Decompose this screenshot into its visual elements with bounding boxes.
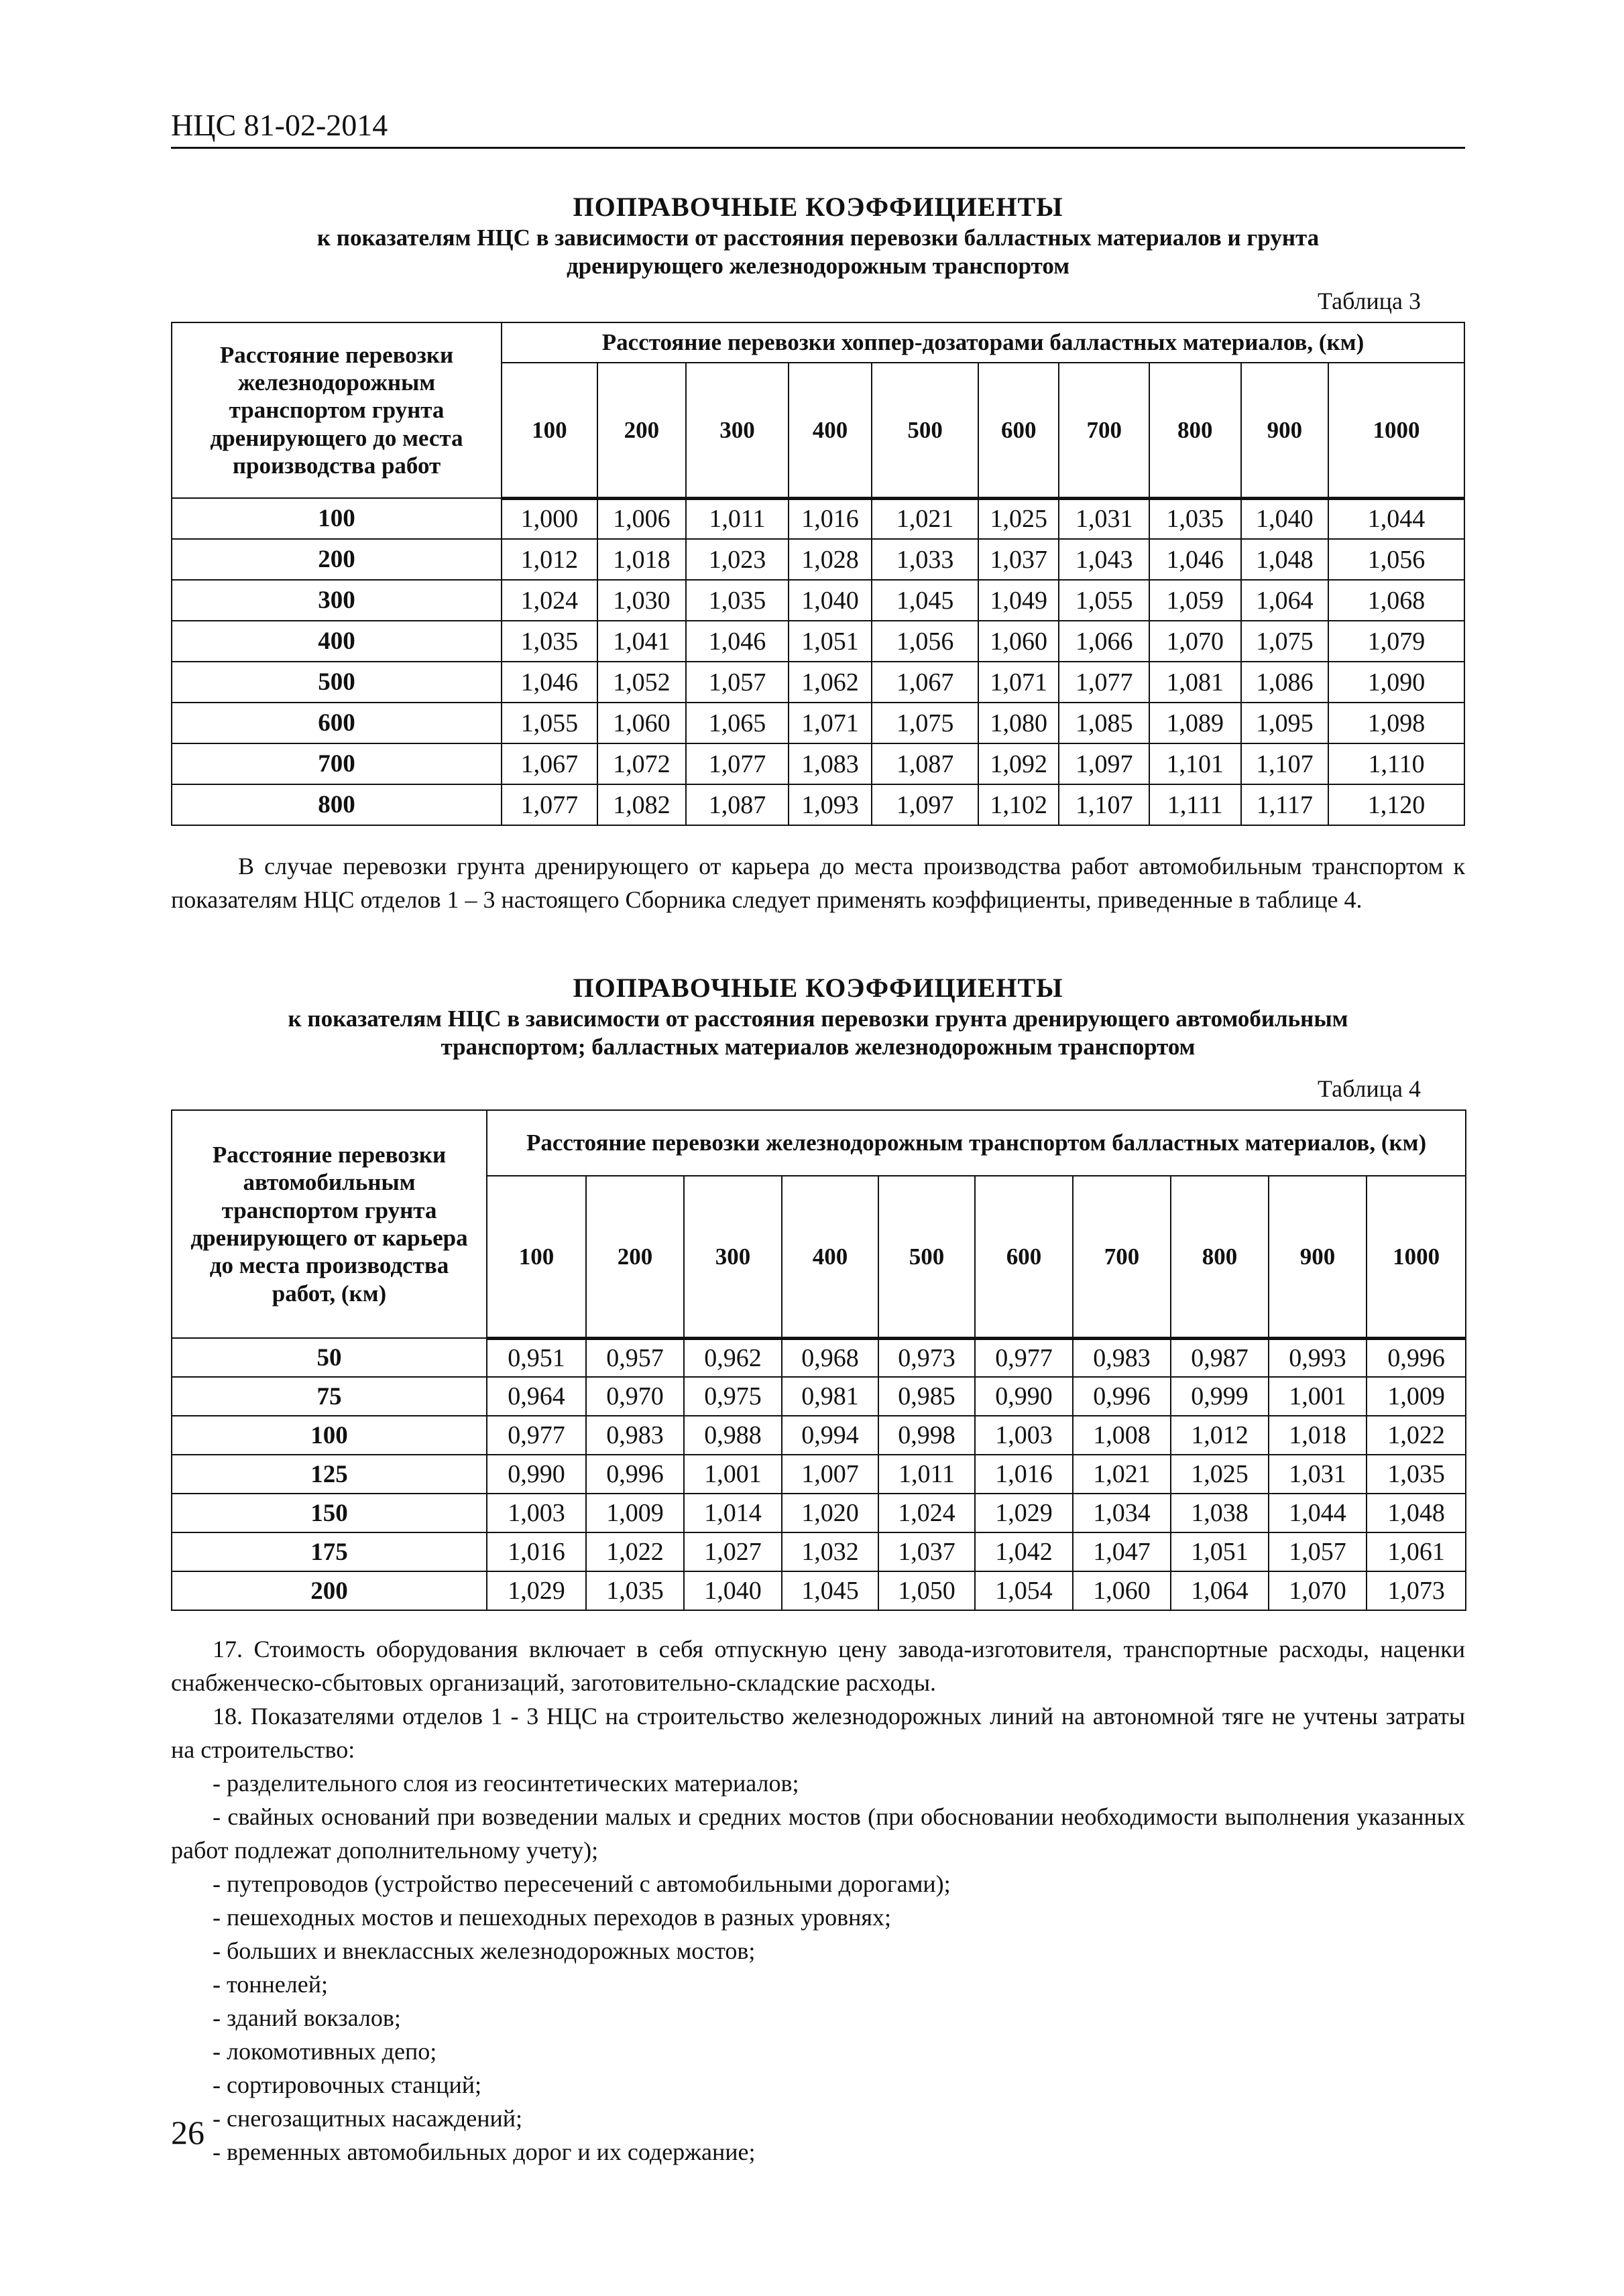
table-row xyxy=(172,580,1464,621)
table4-cell: 0,999 xyxy=(1171,1377,1269,1416)
table4-cell: 1,029 xyxy=(487,1571,586,1610)
table3-row-label: 200 xyxy=(172,539,502,580)
table3-cell: 1,056 xyxy=(872,621,978,662)
item-18-list xyxy=(171,1766,1465,2169)
table3-cell: 1,043 xyxy=(1059,539,1149,580)
item-17: 17. Стоимость оборудования включает в себя отпускную цену завода-изготовителя, транспортные расходы, наценки снабженческо-сбытовых организаций, заготовительно-складские расходы. xyxy=(171,1636,1465,1697)
table4-cell: 1,014 xyxy=(684,1494,782,1532)
table4-cell: 0,983 xyxy=(586,1416,684,1455)
table4-cell: 0,996 xyxy=(1367,1338,1466,1377)
table4-cell: 0,987 xyxy=(1171,1338,1269,1377)
table4-cell: 1,021 xyxy=(1073,1455,1171,1494)
table4-row-label: 125 xyxy=(172,1455,487,1494)
table3-row-label: 100 xyxy=(172,498,502,539)
table4-row-label: 50 xyxy=(172,1338,487,1377)
table3-cell: 1,086 xyxy=(1241,662,1329,703)
table4-cell: 1,016 xyxy=(975,1455,1073,1494)
table-row xyxy=(172,784,1464,825)
table3-cell: 1,045 xyxy=(872,580,978,621)
table3-column-header: 800 xyxy=(1149,363,1241,498)
table4-cell: 0,988 xyxy=(684,1416,782,1455)
table4-label: Таблица 4 xyxy=(1318,1075,1421,1102)
table3-cell: 1,055 xyxy=(1059,580,1149,621)
table4-cell: 1,037 xyxy=(878,1532,975,1571)
table4-cell: 1,011 xyxy=(878,1455,975,1494)
document-code-header xyxy=(171,107,1465,149)
middle-paragraph: В случае перевозки грунта дренирующего от карьера до места производства работ автомобильным транспортом к показателям НЦС отделов 1 – 3 настоящего Сборника следует применять коэффициенты, приведенные в таблице 4. xyxy=(171,853,1465,913)
table3-cell: 1,071 xyxy=(789,703,872,743)
table3-cell: 1,035 xyxy=(1149,498,1241,539)
table3-cell: 1,006 xyxy=(597,498,687,539)
table4-cell: 0,951 xyxy=(487,1338,586,1377)
table4-row-label: 75 xyxy=(172,1377,487,1416)
table4-row-label: 100 xyxy=(172,1416,487,1455)
table3-row-label: 300 xyxy=(172,580,502,621)
table3-cell: 1,025 xyxy=(978,498,1059,539)
table3-cell: 1,080 xyxy=(978,703,1059,743)
list-item: - разделительного слоя из геосинтетических материалов; xyxy=(213,1770,799,1797)
table4-subtitle-line2: транспортом; балластных материалов железнодорожным транспортом xyxy=(441,1034,1196,1061)
table4-cell: 1,020 xyxy=(782,1494,878,1532)
table3-cell: 1,072 xyxy=(597,743,687,784)
table3-cell: 1,065 xyxy=(686,703,789,743)
table4-cell: 1,007 xyxy=(782,1455,878,1494)
page-number: 26 xyxy=(171,2114,205,2151)
list-item: - сортировочных станций; xyxy=(213,2071,482,2099)
table4-cell: 0,962 xyxy=(684,1338,782,1377)
table4-cell: 0,973 xyxy=(878,1338,975,1377)
table3-row-label: 600 xyxy=(172,703,502,743)
table3-row-label: 700 xyxy=(172,743,502,784)
table4-cell: 1,027 xyxy=(684,1532,782,1571)
table-row xyxy=(172,662,1464,703)
table4-cell: 1,057 xyxy=(1269,1532,1367,1571)
table3-cell: 1,087 xyxy=(686,784,789,825)
table3-cell: 1,056 xyxy=(1328,539,1464,580)
table4-cell: 0,970 xyxy=(586,1377,684,1416)
table3-cell: 1,107 xyxy=(1241,743,1329,784)
table3-cell: 1,087 xyxy=(872,743,978,784)
table4-cell: 0,996 xyxy=(586,1455,684,1494)
table4-cell: 0,975 xyxy=(684,1377,782,1416)
table3-column-header: 1000 xyxy=(1328,363,1464,498)
table3-row-label: 400 xyxy=(172,621,502,662)
list-item: - свайных оснований при возведении малых и средних мостов (при обосновании необходимости выполнения указанных работ подлежат дополнительному учету); xyxy=(171,1803,1465,1864)
table4-cell: 1,022 xyxy=(586,1532,684,1571)
table3-cell: 1,016 xyxy=(789,498,872,539)
table3-cell: 1,075 xyxy=(1241,621,1329,662)
table3-cell: 1,120 xyxy=(1328,784,1464,825)
table4-column-header: 200 xyxy=(586,1176,684,1338)
table3-cell: 1,090 xyxy=(1328,662,1464,703)
table-row xyxy=(172,498,1464,539)
table3-cell: 1,075 xyxy=(872,703,978,743)
table4-cell: 1,022 xyxy=(1367,1416,1466,1455)
table4-cell: 0,990 xyxy=(487,1455,586,1494)
table4-cell: 1,018 xyxy=(1269,1416,1367,1455)
table3-heading xyxy=(171,191,1465,281)
table3-cell: 1,021 xyxy=(872,498,978,539)
table4-column-header: 700 xyxy=(1073,1176,1171,1338)
table4-cell: 0,993 xyxy=(1269,1338,1367,1377)
table4-cell: 1,024 xyxy=(878,1494,975,1532)
table4-cell: 1,029 xyxy=(975,1494,1073,1532)
table3-cell: 1,046 xyxy=(502,662,597,703)
table3-cell: 1,049 xyxy=(978,580,1059,621)
list-item: - больших и внеклассных железнодорожных мостов; xyxy=(213,1937,756,1965)
table3-cell: 1,064 xyxy=(1241,580,1329,621)
table3-cell: 1,011 xyxy=(686,498,789,539)
table3-cell: 1,083 xyxy=(789,743,872,784)
table3-cell: 1,111 xyxy=(1149,784,1241,825)
table3-cell: 1,077 xyxy=(686,743,789,784)
table4-cell: 1,032 xyxy=(782,1532,878,1571)
table4-cell: 1,051 xyxy=(1171,1532,1269,1571)
table4-cell: 1,035 xyxy=(1367,1455,1466,1494)
table3-column-header: 100 xyxy=(502,363,597,498)
table3-cell: 1,040 xyxy=(789,580,872,621)
table3-cell: 1,044 xyxy=(1328,498,1464,539)
table4-row-label: 150 xyxy=(172,1494,487,1532)
table4-cell: 1,042 xyxy=(975,1532,1073,1571)
table-row xyxy=(172,703,1464,743)
table3-cell: 1,070 xyxy=(1149,621,1241,662)
table3-cell: 1,041 xyxy=(597,621,687,662)
table3-cell: 1,093 xyxy=(789,784,872,825)
table3-row-label: 800 xyxy=(172,784,502,825)
table3-cell: 1,059 xyxy=(1149,580,1241,621)
table4-cell: 1,060 xyxy=(1073,1571,1171,1610)
table3-cell: 1,077 xyxy=(1059,662,1149,703)
table4-cell: 1,025 xyxy=(1171,1455,1269,1494)
table4-cell: 1,009 xyxy=(1367,1377,1466,1416)
table4-cell: 0,990 xyxy=(975,1377,1073,1416)
table4-cell: 1,040 xyxy=(684,1571,782,1610)
table3-column-header: 200 xyxy=(597,363,687,498)
table-row xyxy=(172,1571,1466,1610)
table-row xyxy=(172,1416,1466,1455)
table3-column-header: 500 xyxy=(872,363,978,498)
table3-cell: 1,018 xyxy=(597,539,687,580)
list-item: - зданий вокзалов; xyxy=(213,2004,401,2032)
table3-cell: 1,046 xyxy=(1149,539,1241,580)
table3-cell: 1,107 xyxy=(1059,784,1149,825)
table4-cell: 0,994 xyxy=(782,1416,878,1455)
table3-cell: 1,060 xyxy=(597,703,687,743)
table3-cell: 1,092 xyxy=(978,743,1059,784)
table3-column-header: 700 xyxy=(1059,363,1149,498)
table3-cell: 1,046 xyxy=(686,621,789,662)
table3-cell: 1,101 xyxy=(1149,743,1241,784)
table4-cell: 1,054 xyxy=(975,1571,1073,1610)
table4-cell: 1,045 xyxy=(782,1571,878,1610)
table3-cell: 1,067 xyxy=(872,662,978,703)
table3-cell: 1,033 xyxy=(872,539,978,580)
table3-column-header: 900 xyxy=(1241,363,1329,498)
table3-cell: 1,066 xyxy=(1059,621,1149,662)
table3-cell: 1,000 xyxy=(502,498,597,539)
table4-cell: 0,998 xyxy=(878,1416,975,1455)
table4-column-header: 500 xyxy=(878,1176,975,1338)
table4-cell: 1,038 xyxy=(1171,1494,1269,1532)
table4-cell: 1,061 xyxy=(1367,1532,1466,1571)
table4-subtitle-line1: к показателям НЦС в зависимости от расстояния перевозки грунта дренирующего автомобильным xyxy=(288,1005,1348,1032)
table4-cell: 1,050 xyxy=(878,1571,975,1610)
table3-cell: 1,110 xyxy=(1328,743,1464,784)
table4-cell: 1,070 xyxy=(1269,1571,1367,1610)
table4-cell: 0,957 xyxy=(586,1338,684,1377)
table4-cell: 1,003 xyxy=(975,1416,1073,1455)
table4-cell: 0,964 xyxy=(487,1377,586,1416)
list-item: - путепроводов (устройство пересечений с автомобильными дорогами); xyxy=(213,1870,951,1898)
table4-cell: 0,983 xyxy=(1073,1338,1171,1377)
table3-cell: 1,079 xyxy=(1328,621,1464,662)
table3-cell: 1,102 xyxy=(978,784,1059,825)
item-18-intro: 18. Показателями отделов 1 - 3 НЦС на строительство железнодорожных линий на автономной тяге не учтены затраты на строительство: xyxy=(171,1703,1465,1764)
table4-cell: 1,048 xyxy=(1367,1494,1466,1532)
table3-cell: 1,085 xyxy=(1059,703,1149,743)
table4-cell: 1,044 xyxy=(1269,1494,1367,1532)
table4-cell: 1,035 xyxy=(586,1571,684,1610)
list-item: - пешеходных мостов и пешеходных переходов в разных уровнях; xyxy=(213,1904,891,1931)
table3-cell: 1,055 xyxy=(502,703,597,743)
table3-cell: 1,097 xyxy=(872,784,978,825)
table-row xyxy=(172,1377,1466,1416)
table3-cell: 1,030 xyxy=(597,580,687,621)
table3-cell: 1,081 xyxy=(1149,662,1241,703)
table3-column-group-header: Расстояние перевозки хоппер-дозаторами балластных материалов, (км) xyxy=(502,322,1464,363)
table4-cell: 0,981 xyxy=(782,1377,878,1416)
table4 xyxy=(171,1109,1466,1611)
list-item: - снегозащитных насаждений; xyxy=(213,2105,523,2132)
table3-cell: 1,077 xyxy=(502,784,597,825)
table3-row-label: 500 xyxy=(172,662,502,703)
table3-cell: 1,071 xyxy=(978,662,1059,703)
table4-title: ПОПРАВОЧНЫЕ КОЭФФИЦИЕНТЫ xyxy=(573,973,1063,1003)
table-row xyxy=(172,539,1464,580)
list-item: - локомотивных депо; xyxy=(213,2038,437,2065)
table4-column-group-header: Расстояние перевозки железнодорожным транспортом балластных материалов, (км) xyxy=(487,1110,1466,1176)
table3-cell: 1,052 xyxy=(597,662,687,703)
table4-cell: 1,031 xyxy=(1269,1455,1367,1494)
table4-column-header: 1000 xyxy=(1367,1176,1466,1338)
table3-column-header: 300 xyxy=(686,363,789,498)
table4-column-header: 300 xyxy=(684,1176,782,1338)
table3-cell: 1,051 xyxy=(789,621,872,662)
table4-row-header: Расстояние перевозки автомобильным транспортом грунта дренирующего от карьера до места производства работ, (км) xyxy=(172,1110,487,1338)
table4-cell: 1,009 xyxy=(586,1494,684,1532)
table4-cell: 1,016 xyxy=(487,1532,586,1571)
table3-cell: 1,040 xyxy=(1241,498,1329,539)
table4-column-header: 100 xyxy=(487,1176,586,1338)
table-row xyxy=(172,621,1464,662)
table3-cell: 1,117 xyxy=(1241,784,1329,825)
document-code: НЦС 81-02-2014 xyxy=(171,108,388,142)
table-row xyxy=(172,1532,1466,1571)
table3 xyxy=(171,322,1465,826)
table3-title: ПОПРАВОЧНЫЕ КОЭФФИЦИЕНТЫ xyxy=(573,192,1063,222)
table4-cell: 0,968 xyxy=(782,1338,878,1377)
table3-cell: 1,028 xyxy=(789,539,872,580)
table4-heading xyxy=(171,972,1465,1062)
table4-column-header: 600 xyxy=(975,1176,1073,1338)
table3-cell: 1,048 xyxy=(1241,539,1329,580)
table3-cell: 1,037 xyxy=(978,539,1059,580)
table4-cell: 0,977 xyxy=(975,1338,1073,1377)
table3-cell: 1,023 xyxy=(686,539,789,580)
list-item: - временных автомобильных дорог и их содержание; xyxy=(213,2138,756,2166)
table4-cell: 1,034 xyxy=(1073,1494,1171,1532)
table3-cell: 1,035 xyxy=(686,580,789,621)
notes-section xyxy=(171,1632,1465,2169)
table3-cell: 1,098 xyxy=(1328,703,1464,743)
table4-cell: 0,985 xyxy=(878,1377,975,1416)
table3-subtitle-line2: дренирующего железнодорожным транспортом xyxy=(566,253,1070,280)
table4-row-label: 175 xyxy=(172,1532,487,1571)
table3-cell: 1,031 xyxy=(1059,498,1149,539)
table3-cell: 1,060 xyxy=(978,621,1059,662)
table3-row-header: Расстояние перевозки железнодорожным транспортом грунта дренирующего до места производства работ xyxy=(172,322,502,498)
table3-cell: 1,095 xyxy=(1241,703,1329,743)
table3-cell: 1,035 xyxy=(502,621,597,662)
table4-column-header: 800 xyxy=(1171,1176,1269,1338)
table3-column-header: 400 xyxy=(789,363,872,498)
table-row xyxy=(172,1455,1466,1494)
table4-column-header: 900 xyxy=(1269,1176,1367,1338)
table-row xyxy=(172,1494,1466,1532)
table-row xyxy=(172,743,1464,784)
table3-cell: 1,062 xyxy=(789,662,872,703)
table3-cell: 1,097 xyxy=(1059,743,1149,784)
table3-label: Таблица 3 xyxy=(1318,288,1421,314)
table3-cell: 1,068 xyxy=(1328,580,1464,621)
table3-cell: 1,067 xyxy=(502,743,597,784)
table3-cell: 1,089 xyxy=(1149,703,1241,743)
table4-cell: 0,977 xyxy=(487,1416,586,1455)
list-item: - тоннелей; xyxy=(213,1971,328,1998)
table4-cell: 1,047 xyxy=(1073,1532,1171,1571)
table4-cell: 1,001 xyxy=(684,1455,782,1494)
table-row xyxy=(172,1338,1466,1377)
table4-cell: 1,012 xyxy=(1171,1416,1269,1455)
table4-cell: 1,064 xyxy=(1171,1571,1269,1610)
table4-cell: 1,003 xyxy=(487,1494,586,1532)
table3-column-header: 600 xyxy=(978,363,1059,498)
table4-row-label: 200 xyxy=(172,1571,487,1610)
table4-cell: 1,073 xyxy=(1367,1571,1466,1610)
table3-cell: 1,024 xyxy=(502,580,597,621)
table3-cell: 1,082 xyxy=(597,784,687,825)
table3-cell: 1,012 xyxy=(502,539,597,580)
table4-cell: 1,001 xyxy=(1269,1377,1367,1416)
table3-subtitle-line1: к показателям НЦС в зависимости от расстояния перевозки балластных материалов и грунта xyxy=(316,224,1320,251)
table3-cell: 1,057 xyxy=(686,662,789,703)
table4-cell: 1,008 xyxy=(1073,1416,1171,1455)
table4-cell: 0,996 xyxy=(1073,1377,1171,1416)
table4-column-header: 400 xyxy=(782,1176,878,1338)
